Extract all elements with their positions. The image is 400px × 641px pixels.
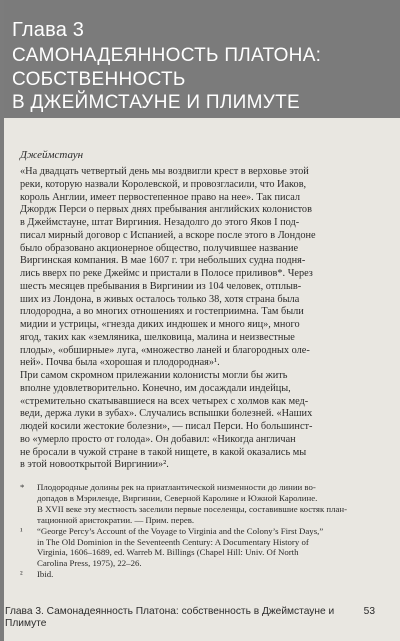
footnote-line: Ibid. xyxy=(37,569,54,580)
body-line: во «умерло просто от голода». Он добавил: «Никогда англичан xyxy=(20,433,296,445)
chapter-label: Глава 3 xyxy=(12,19,85,41)
footnote xyxy=(20,526,390,570)
footnote xyxy=(20,482,390,526)
chapter-title xyxy=(12,44,392,115)
body-text xyxy=(20,166,390,472)
body-line: ших из Лондона, в живых осталось только 38, хотя страна была xyxy=(20,293,300,305)
page-number: 53 xyxy=(363,606,375,617)
footnotes xyxy=(20,482,390,580)
body-line: король Англии, имеет первостепенное право на нее». Так писал xyxy=(20,191,301,203)
footnote-line: тационной аристократии. — Прим. перев. xyxy=(37,514,195,525)
body-line: не бросали в чужой стране в такой нищете, в какой оказались мы xyxy=(20,446,307,458)
body-line: Джордж Перси о первых днях пребывания английских колонистов xyxy=(20,204,312,216)
body-line: Виргинская компания. В мае 1607 г. три небольших судна подня- xyxy=(20,255,306,267)
body-line: писал мирный договор с Испанией, а вскоре после этого в Лондоне xyxy=(20,229,316,241)
body-line: лись вверх по реке Джеймс и пристали в Полосе приливов*. Через xyxy=(20,268,313,279)
body-line: в Джеймстауне, штат Виргиния. Незадолго до этого Яков I под- xyxy=(20,217,300,228)
chapter-header xyxy=(4,0,400,118)
body-line: ягод, таких как «земляника, шелковица, малина и неизвестные xyxy=(20,331,295,343)
page-footer xyxy=(5,606,375,630)
chapter-title-line: В ДЖЕЙМСТАУНЕ И ПЛИМУТЕ xyxy=(12,92,300,113)
body-line: шесть месяцев пребывания в Виргинии из 104 человек, отплыв- xyxy=(20,280,302,292)
body-line: плоды», «обширные» луга, «множество ланей и благородных оле- xyxy=(20,344,310,356)
body-line: «стремительно скатывавшиеся на всех четырех с холмов как мед- xyxy=(20,395,309,407)
body-line: вполне удовлетворительно. Конечно, им досаждали индейцы, xyxy=(20,382,291,394)
footnote-line: in The Old Dominion in the Seventeenth Century: A Documentary History of xyxy=(37,536,309,547)
body-line: ней». Почва была «хорошая и плодородная»¹. xyxy=(20,357,220,369)
body-line: При самом скромном прилежании колонисты могли бы жить xyxy=(20,370,288,381)
footnote xyxy=(20,569,390,580)
running-title: Глава 3. Самонадеянность Платона: собственность в Джеймстауне и Плимуте xyxy=(5,606,335,629)
footnote-line: Carolina Press, 1975), 22–26. xyxy=(37,558,142,569)
body-line: в этой новооткрытой Виргинии»². xyxy=(20,459,169,471)
body-line: людей косили жестокие болезни», — писал Перси. Но большинст- xyxy=(20,421,313,432)
footnote-line: Плодородные долины рек на приатлантической низменности до линии во- xyxy=(37,482,316,492)
footnote-mark: * xyxy=(20,482,25,492)
body-line: реки, которую назвали Королевской, и провозгласили, что Иаков, xyxy=(20,178,307,190)
footnote-line: допадов в Мэриленде, Виргинии, Северной Каролине и Южной Каролине. xyxy=(37,492,318,503)
chapter-title-line: СОБСТВЕННОСТЬ xyxy=(12,68,186,90)
footnote-mark: ¹ xyxy=(20,525,23,536)
body-line: было образовано акционерное общество, получившее название xyxy=(20,242,299,254)
body-line: веди, держа луки в зубах». Случались вспышки болезней. «Наших xyxy=(20,408,313,420)
footnote-mark: ² xyxy=(20,569,23,580)
body-line: «На двадцать четвертый день мы воздвигли крест в верховье этой xyxy=(20,166,309,177)
body-line: плодородна, а во многих отношениях и гостеприимна. Там были xyxy=(20,306,304,318)
footnote-line: “George Percy’s Account of the Voyage to Virginia and the Colony’s First Days,” xyxy=(37,525,324,536)
section-title: Джеймстаун xyxy=(20,149,84,161)
footnote-line: Virginia, 1606–1689, ed. Warreb M. Billings (Chapel Hill: Univ. Of North xyxy=(37,547,299,558)
body-line: мидии и устрицы, «гнезда диких индюшек и много яиц», много xyxy=(20,319,300,330)
chapter-title-line: САМОНАДЕЯННОСТЬ ПЛАТОНА: xyxy=(12,45,322,66)
footnote-line: В XVII веке эту местность заселили первые поселенцы, составившие костяк план- xyxy=(37,503,348,514)
